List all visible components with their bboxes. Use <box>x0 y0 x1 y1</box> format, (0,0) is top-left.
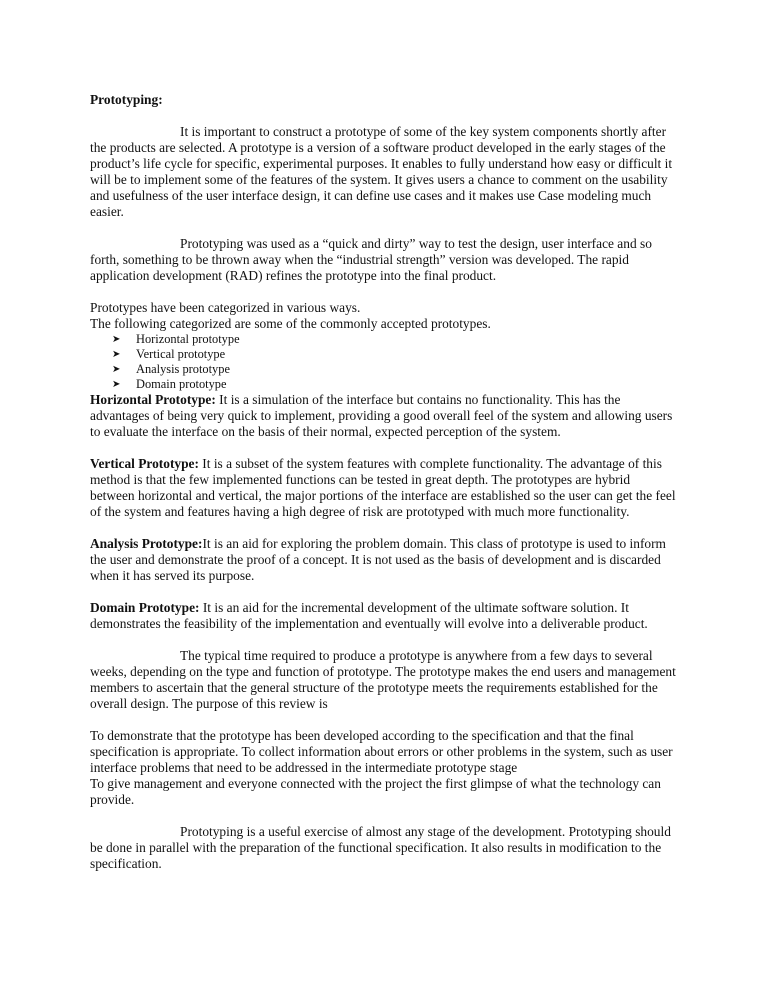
arrow-bullet-icon: ➤ <box>112 349 121 360</box>
list-item: ➤ Domain prototype <box>112 377 227 391</box>
domain-prototype-definition <box>90 600 678 632</box>
definition-text: It is a simulation of the interface but contains no functionality. This has the advantages of being very quick to implement, providing a good overall feel of the system and allowing users to evaluate the interface on the basis of their normal, expected perception of the system. <box>90 392 673 439</box>
list-item: ➤ Vertical prototype <box>112 347 226 361</box>
definition-text: It is an aid for the incremental development of the ultimate software solution. It demonstrates the feasibility of the implementation and eventually will evolve into a deliverable product. <box>90 600 648 631</box>
prototype-types-list <box>90 332 678 392</box>
list-item: ➤ Horizontal prototype <box>112 332 240 346</box>
arrow-bullet-icon: ➤ <box>112 364 121 375</box>
vertical-prototype-definition <box>90 456 678 520</box>
timing-paragraph: The typical time required to produce a prototype is anywhere from a few days to several weeks, depending on the type and function of prototype. The prototype makes the end users and management members to ascertain that the general structure of the prototype meets the requirements established for the overall design. The purpose of this review is <box>90 648 676 711</box>
purpose-paragraph-1: To demonstrate that the prototype has been developed according to the specification and that the final specification is appropriate. To collect information about errors or other problems in the system, such as user interface problems that need to be addressed in the intermediate prototype stage <box>90 728 673 775</box>
analysis-prototype-definition <box>90 536 678 584</box>
intro-paragraph-2: Prototyping was used as a “quick and dirty” way to test the design, user interface and so forth, something to be thrown away when the “industrial strength” version was developed. The rapid application development (RAD) refines the prototype into the final product. <box>90 236 652 283</box>
definition-text: It is an aid for exploring the problem domain. This class of prototype is used to inform the user and demonstrate the proof of a concept. It is not used as the basis of development and is discarded when it has served its purpose. <box>90 536 666 583</box>
page-title: Prototyping: <box>90 92 163 107</box>
arrow-bullet-icon: ➤ <box>112 334 121 345</box>
categories-line-2: The following categorized are some of the commonly accepted prototypes. <box>90 316 491 331</box>
intro-paragraph-1: It is important to construct a prototype of some of the key system components shortly after the products are selected. A prototype is a version of a software product developed in the early stages of the product’s life cycle for specific, experimental purposes. It enables to fully understand how easy or difficult it will be to implement some of the features of the system. It gives users a chance to comment on the usability and usefulness of the user interface design, it can define use cases and it makes use Case modeling much easier. <box>90 124 673 219</box>
arrow-bullet-icon: ➤ <box>112 379 121 390</box>
purpose-paragraph-2: To give management and everyone connected with the project the first glimpse of what the technology can provide. <box>90 776 661 807</box>
closing-paragraph: Prototyping is a useful exercise of almost any stage of the development. Prototyping should be done in parallel with the preparation of the functional specification. It also results in modification to the specification. <box>90 824 671 871</box>
categories-line-1: Prototypes have been categorized in various ways. <box>90 300 361 315</box>
definition-term: Domain Prototype: <box>90 600 200 615</box>
definition-term: Horizontal Prototype: <box>90 392 216 407</box>
list-item: ➤ Analysis prototype <box>112 362 230 376</box>
definition-term: Analysis Prototype: <box>90 536 203 551</box>
horizontal-prototype-definition <box>90 392 678 440</box>
definition-text: It is a subset of the system features with complete functionality. The advantage of this method is that the few implemented functions can be tested in great depth. The prototypes are hybrid between horizontal and vertical, the major portions of the interface are established so the user can get the feel of the system and features having a high degree of risk are prototyped with much more functionality. <box>90 456 676 519</box>
definition-term: Vertical Prototype: <box>90 456 199 471</box>
